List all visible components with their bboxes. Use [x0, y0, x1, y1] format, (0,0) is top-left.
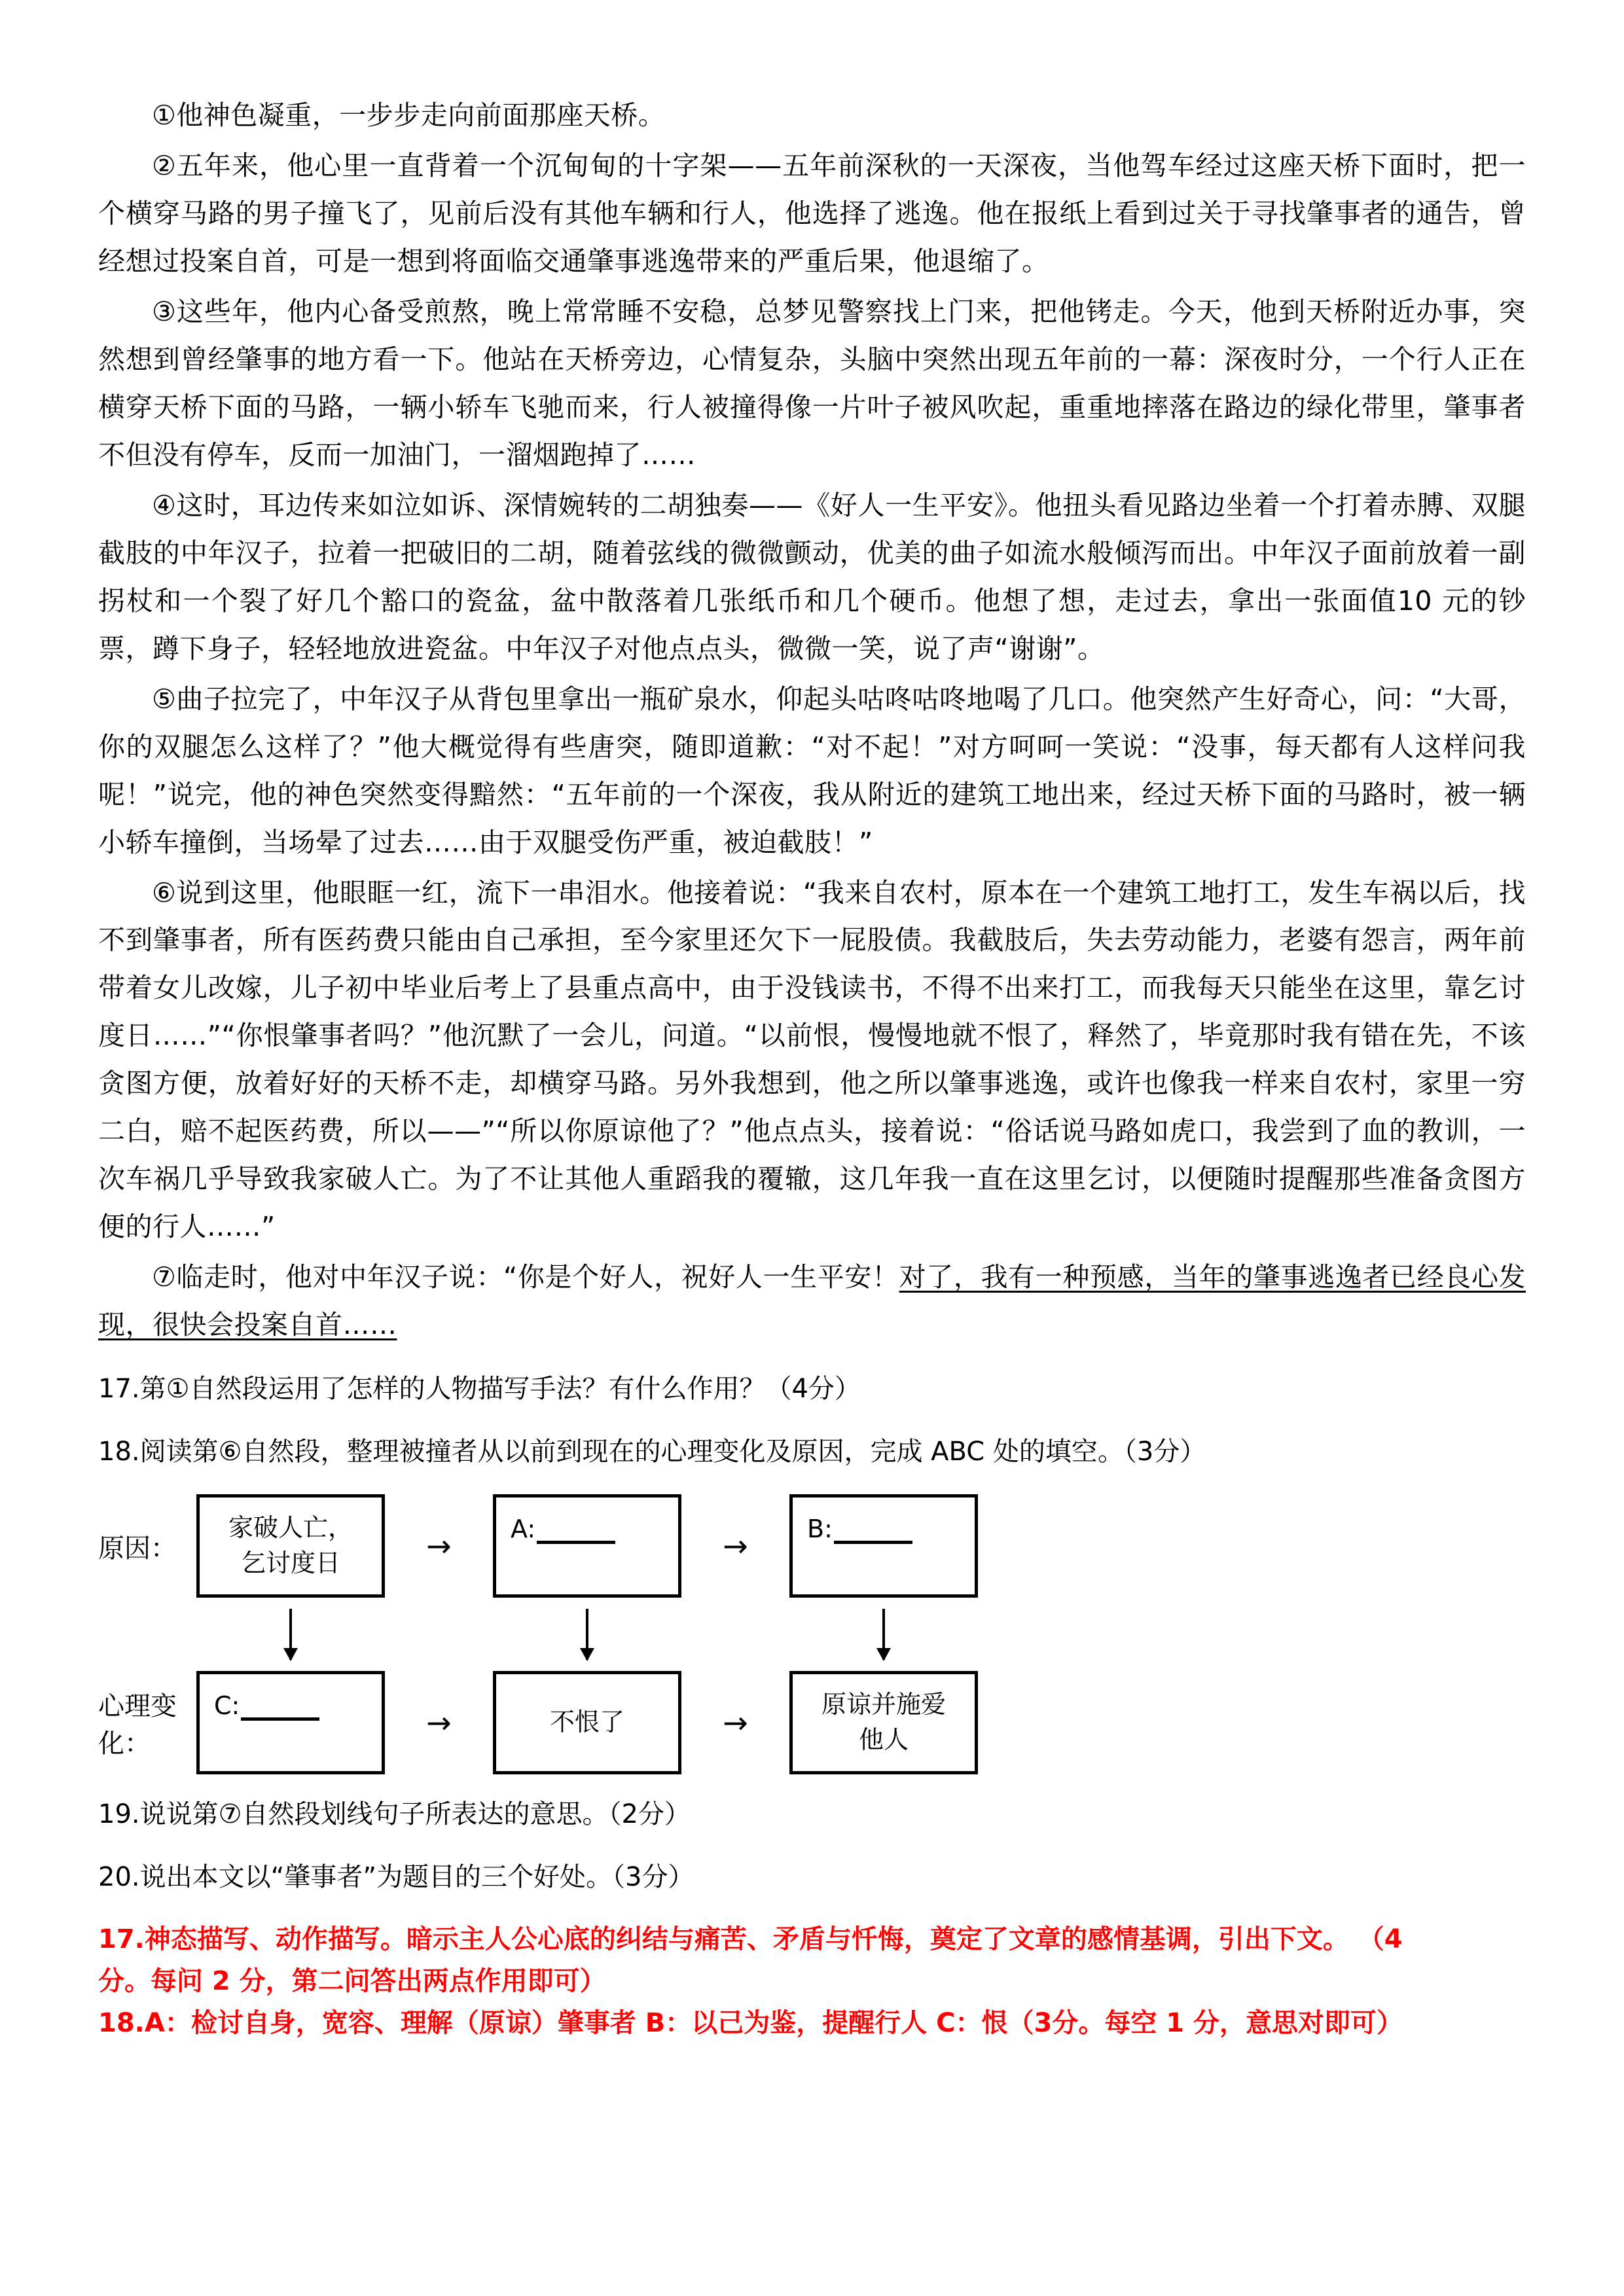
flowchart-box-cause-A — [493, 1494, 681, 1598]
flowchart-box-psych-3-line2: 他人 — [858, 1725, 909, 1755]
passage-paragraph-4: ④这时，耳边传来如泣如诉、深情婉转的二胡独奏——《好人一生平安》。他扭头看见路边坐着一个打着赤膊、双腿截肢的中年汉子，拉着一把破旧的二胡，随着弦线的微微颤动，优美的曲子如流水般倾泻而出。中年汉子面前放着一副拐杖和一个裂了好几个豁口的瓷盆，盆中散落着几张纸币和几个硬币。他想了想，走过去，拿出一张面值10 元的钞票，蹲下身子，轻轻地放进瓷盆。中年汉子对他点点头，微微一笑，说了声“谢谢”。 — [98, 489, 1526, 664]
flowchart-box-psych-2-line1: 不恨了 — [549, 1708, 624, 1737]
flowchart-box-psych-C-prefix: C: — [214, 1691, 240, 1721]
question-19: 19.说说第⑦自然段划线句子所表达的意思。（2分） — [98, 1799, 691, 1830]
fill-in-blank-rule-A[interactable] — [537, 1541, 615, 1544]
question-list-bottom — [98, 1794, 1526, 1897]
flowchart-box-cause-1-line1: 家破人亡， — [228, 1513, 353, 1543]
fill-in-blank-rule-B[interactable] — [834, 1541, 912, 1544]
flowchart-psych-label: 心理变化： — [98, 1691, 177, 1759]
paragraph-7-plain-text: ⑦临走时，他对中年汉子说：“你是个好人，祝好人一生平安！ — [152, 1261, 899, 1293]
fill-in-blank-rule-C[interactable] — [241, 1717, 319, 1721]
arrow-right-icon: → — [426, 1705, 452, 1741]
arrow-right-icon: → — [723, 1705, 748, 1741]
question-list-top — [98, 1369, 1526, 1472]
arrow-down-icon — [586, 1609, 588, 1660]
passage-paragraph-5: ⑤曲子拉完了，中年汉子从背包里拿出一瓶矿泉水，仰起头咕咚咕咚地喝了几口。他突然产生好奇心，问：“大哥，你的双腿怎么这样了？”他大概觉得有些唐突，随即道歉：“对不起！”对方呵呵一笑说：“没事，每天都有人这样问我呢！”说完，他的神色突然变得黯然：“五年前的一个深夜，我从附近的建筑工地出来，经过天桥下面的马路时，被一辆小轿车撞倒，当场晕了过去……由于双腿受伤严重，被迫截肢！” — [98, 683, 1526, 858]
psychology-change-flowchart — [98, 1494, 1526, 1774]
flowchart-box-psych-3-line1: 原谅并施爱 — [821, 1690, 946, 1719]
flowchart-box-psych-2 — [493, 1671, 681, 1774]
question-20: 20.说出本文以“肇事者”为题目的三个好处。（3分） — [98, 1862, 695, 1893]
answer-key-line-3: 18.A：检讨自身，宽容、理解（原谅）肇事者 B：以己为鉴，提醒行人 C：恨（3分。每空 1 分，意思对即可） — [98, 2007, 1403, 2038]
flowchart-arrow-cause-2 — [681, 1494, 789, 1598]
arrow-down-icon — [882, 1609, 885, 1660]
flowchart-box-psych-3 — [789, 1671, 978, 1774]
answer-key-line-1: 17.神态描写、动作描写。暗示主人公心底的纠结与痛苦、矛盾与忏悔，奠定了文章的感情基调，引出下文。 （4 — [98, 1924, 1403, 1955]
flowchart-box-cause-B — [789, 1494, 978, 1598]
passage-paragraph-7 — [98, 1253, 1526, 1349]
reading-passage — [98, 92, 1526, 1349]
flowchart-cause-row — [98, 1494, 1526, 1598]
flowchart-psych-row — [98, 1671, 1526, 1774]
passage-paragraph-1: ①他神色凝重，一步步走向前面那座天桥。 — [152, 99, 666, 131]
flowchart-box-cause-1 — [196, 1494, 385, 1598]
passage-paragraph-6: ⑥说到这里，他眼眶一红，流下一串泪水。他接着说：“我来自农村，原本在一个建筑工地打工，发生车祸以后，找不到肇事者，所有医药费只能由自己承担，至今家里还欠下一屁股债。我截肢后，失去劳动能力，老婆有怨言，两年前带着女儿改嫁，儿子初中毕业后考上了县重点高中，由于没钱读书，不得不出来打工，而我每天只能坐在这里，靠乞讨度日……”“你恨肇事者吗？”他沉默了一会儿，问道。“以前恨，慢慢地就不恨了，释然了，毕竟那时我有错在先，不该贪图方便，放着好好的天桥不走，却横穿马路。另外我想到，他之所以肇事逃逸，或许也像我一样来自农村，家里一穷二白，赔不起医药费，所以——”“所以你原谅他了？”他点点头，接着说：“俗话说马路如虎口，我尝到了血的教训，一次车祸几乎导致我家破人亡。为了不让其他人重蹈我的覆辙，这几年我一直在这里乞讨，以便随时提醒那些准备贪图方便的行人……” — [98, 876, 1526, 1243]
flowchart-box-cause-B-prefix: B: — [807, 1515, 833, 1544]
flowchart-arrow-psych-2 — [681, 1671, 789, 1774]
passage-paragraph-3: ③这些年，他内心备受煎熬，晚上常常睡不安稳，总梦见警察找上门来，把他铐走。今天，他到天桥附近办事，突然想到曾经肇事的地方看一下。他站在天桥旁边，心情复杂，头脑中突然出现五年前的一幕：深夜时分，一个行人正在横穿天桥下面的马路，一辆小轿车飞驰而来，行人被撞得像一片叶子被风吹起，重重地摔落在路边的绿化带里，肇事者不但没有停车，反而一加油门，一溜烟跑掉了…… — [98, 295, 1526, 471]
flowchart-arrow-psych-1 — [385, 1671, 493, 1774]
question-18: 18.阅读第⑥自然段，整理被撞者从以前到现在的心理变化及原因，完成 ABC 处的填空。（3分） — [98, 1437, 1206, 1467]
flowchart-vertical-connectors — [98, 1598, 1526, 1671]
question-17: 17.第①自然段运用了怎样的人物描写手法？有什么作用？（4分） — [98, 1374, 861, 1405]
arrow-down-icon — [289, 1609, 292, 1660]
paragraph-7-underlined-sentence: 对了，我有一种预感，当年的肇事逃逸者已经良心发现，很快会投案自首…… — [98, 1261, 1526, 1341]
passage-paragraph-2: ②五年来，他心里一直背着一个沉甸甸的十字架——五年前深秋的一天深夜，当他驾车经过这座天桥下面时，把一个横穿马路的男子撞飞了，见前后没有其他车辆和行人，他选择了逃逸。他在报纸上看到过关于寻找肇事者的通告，曾经想过投案自首，可是一想到将面临交通肇事逃逸带来的严重后果，他退缩了。 — [98, 149, 1526, 277]
flowchart-cause-label: 原因： — [98, 1533, 177, 1564]
arrow-right-icon: → — [723, 1528, 748, 1564]
flowchart-box-cause-A-prefix: A: — [511, 1515, 536, 1544]
flowchart-box-cause-1-line2: 乞讨度日 — [240, 1549, 340, 1578]
arrow-right-icon: → — [426, 1528, 452, 1564]
answer-key-line-2: 分。每问 2 分，第二问答出两点作用即可） — [98, 1965, 606, 1996]
flowchart-box-psych-C — [196, 1671, 385, 1774]
answer-key — [98, 1920, 1526, 2043]
flowchart-arrow-cause-1 — [385, 1494, 493, 1598]
